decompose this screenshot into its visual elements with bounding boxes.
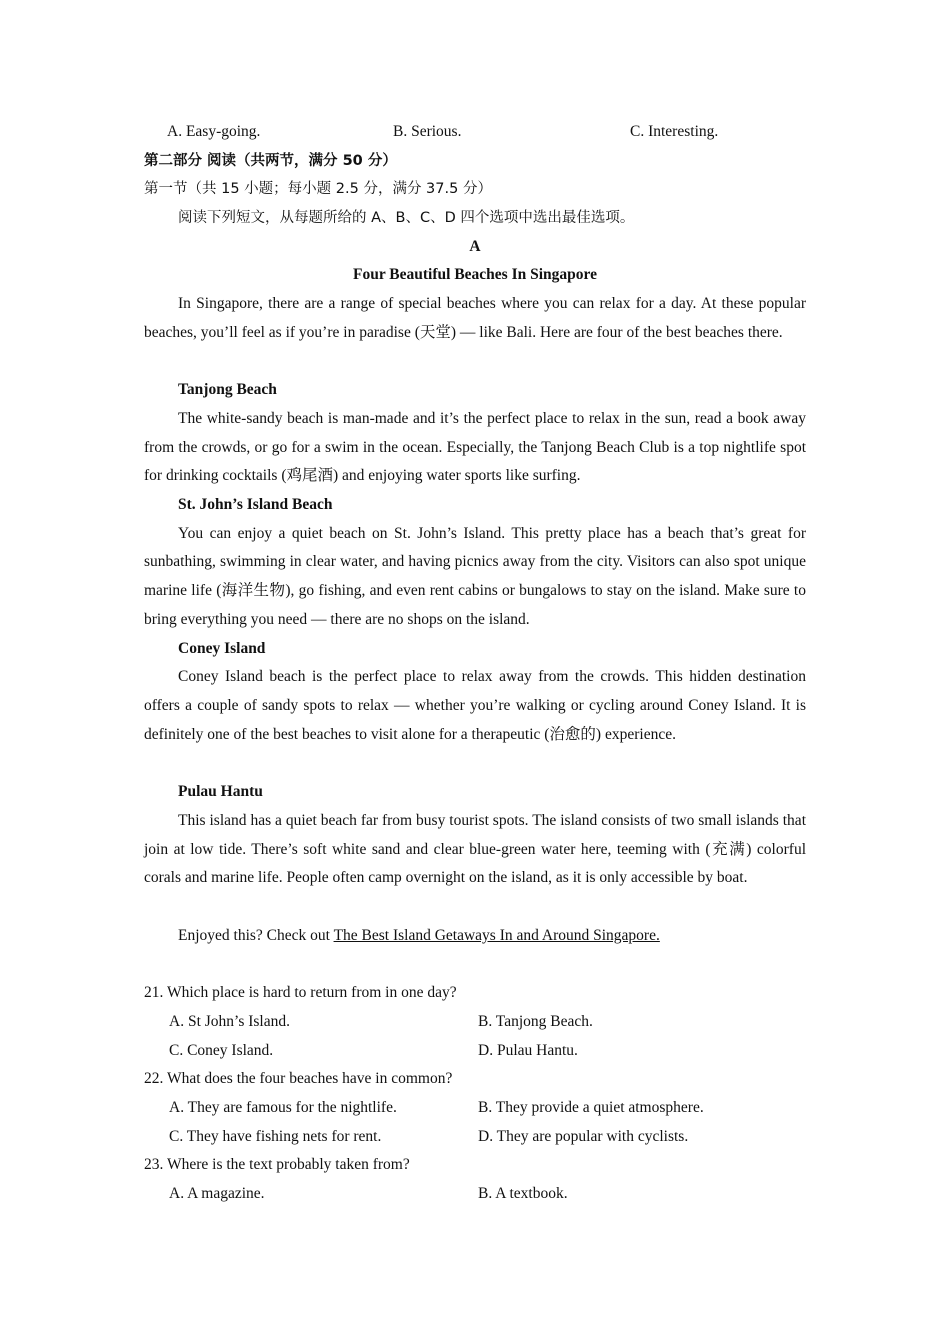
option-c: C. They have fishing nets for rent. [169,1127,382,1145]
previous-question-options [144,118,806,147]
section-heading: St. John’s Island Beach [178,495,333,513]
part-title: 第二部分 阅读（共两节，满分 50 分） [144,152,397,169]
section-heading: Tanjong Beach [178,381,277,399]
question-options [144,1180,806,1209]
exam-page [144,118,806,1209]
option-a: A. St John’s Island. [169,1012,290,1030]
option-c: C. Coney Island. [169,1041,274,1059]
option-b: B. Serious. [393,123,462,140]
option-c: C. Interesting. [630,123,719,140]
instructions: 阅读下列短文，从每题所给的 A、B、C、D 四个选项中选出最佳选项。 [178,210,635,227]
outro-text: Enjoyed this? Check out [178,926,334,944]
question-options [144,1123,806,1152]
option-d: D. Pulau Hantu. [478,1041,578,1059]
section-heading: Pulau Hantu [178,783,263,801]
option-a: A. A magazine. [169,1185,265,1203]
section-title: 第一节（共 15 小题；每小题 2.5 分，满分 37.5 分） [144,181,492,198]
option-b: B. Tanjong Beach. [478,1012,593,1030]
intro-paragraph: In Singapore, there are a range of special beaches where you can relax for a day. At these popular beaches, you’ll feel as if you’re in paradise (天堂) — like Bali. Here are four of the best beaches there. [144,295,806,341]
question-options [144,1094,806,1123]
option-b: B. They provide a quiet atmosphere. [478,1099,704,1116]
question-stem: 22. What does the four beaches have in common? [144,1070,453,1088]
section-paragraph: The white-sandy beach is man-made and it’s the perfect place to relax in the sun, read a book away from the crowds, or go for a swim in the ocean. Especially, the Tanjong Beach Club is a top nightlife spot for drinking cocktails (鸡尾酒) and enjoying water sports like surfing. [144,409,806,485]
option-b: B. A textbook. [478,1185,568,1203]
passage-title: Four Beautiful Beaches In Singapore [352,266,597,284]
section-paragraph: You can enjoy a quiet beach on St. John’s Island. This pretty place has a beach that’s great for sunbathing, swimming in clear water, and having picnics away from the city. Visitors can also spot unique marine life (海洋生物), go fishing, and even rent cabins or bungalows to stay on the island. Make sure to bring everything you need — there are no shops on the island. [144,524,806,628]
option-a: A. Easy-going. [167,123,261,140]
section-paragraph: This island has a quiet beach far from busy tourist spots. The island consists of two small islands that join at low tide. There’s soft white sand and clear blue-green water here, teeming with (充满) colorful corals and marine life. People often camp overnight on the island, as it is only accessible by boat. [144,811,806,887]
question-stem: 21. Which place is hard to return from in one day? [144,984,457,1002]
question-stem: 23. Where is the text probably taken from? [144,1156,410,1174]
passage-letter: A [469,237,481,255]
outro [144,922,806,951]
option-d: D. They are popular with cyclists. [478,1127,689,1145]
section-heading: Coney Island [178,639,266,657]
section-paragraph: Coney Island beach is the perfect place to relax away from the crowds. This hidden destination offers a couple of sandy spots to relax — whether you’re walking or cycling around Coney Island. It is definitely one of the best beaches to visit alone for a therapeutic (治愈的) experience. [144,668,806,743]
question-options [144,1037,806,1066]
option-a: A. They are famous for the nightlife. [169,1099,397,1116]
outro-link[interactable]: The Best Island Getaways In and Around Singapore. [333,926,660,944]
spacer [144,951,806,980]
question-options [144,1008,806,1037]
